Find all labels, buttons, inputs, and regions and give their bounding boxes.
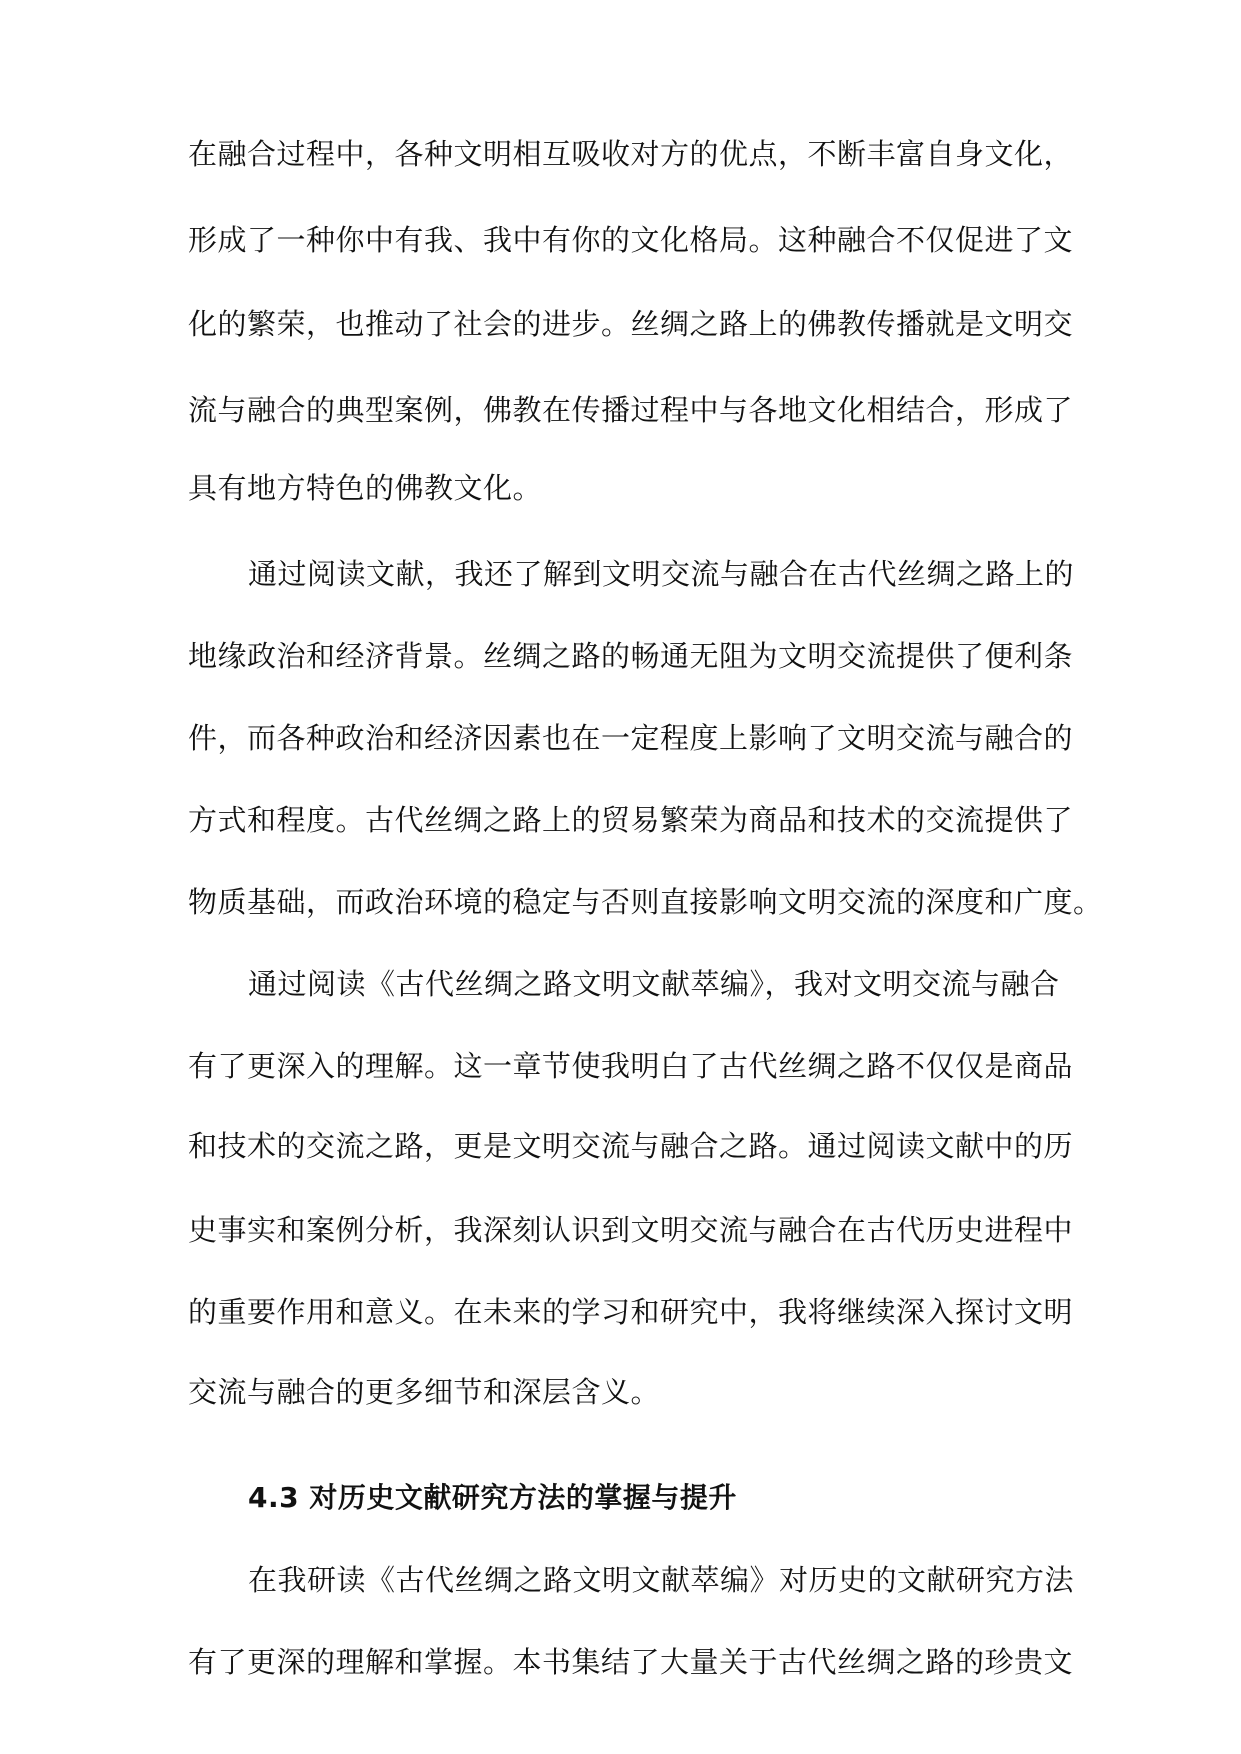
paragraph-1-line-2: 形成了一种你中有我、我中有你的文化格局。这种融合不仅促进了文: [188, 223, 1074, 257]
paragraph-1-line-5: 具有地方特色的佛教文化。: [188, 471, 543, 505]
paragraph-1-line-1: 在融合过程中，各种文明相互吸收对方的优点，不断丰富自身文化，: [188, 137, 1074, 171]
paragraph-2-line-3: 件，而各种政治和经济因素也在一定程度上影响了文明交流与融合的: [188, 721, 1074, 755]
section-heading-4-3: 4.3 对历史文献研究方法的掌握与提升: [248, 1481, 737, 1514]
paragraph-2-line-5: 物质基础，而政治环境的稳定与否则直接影响文明交流的深度和广度。: [188, 885, 1103, 919]
paragraph-3-line-1: 通过阅读《古代丝绸之路文明文献萃编》，我对文明交流与融合: [248, 967, 1060, 1001]
paragraph-1-line-3: 化的繁荣，也推动了社会的进步。丝绸之路上的佛教传播就是文明交: [188, 307, 1074, 341]
paragraph-2-line-1: 通过阅读文献，我还了解到文明交流与融合在古代丝绸之路上的: [248, 557, 1075, 591]
paragraph-2-line-2: 地缘政治和经济背景。丝绸之路的畅通无阻为文明交流提供了便利条: [188, 639, 1074, 673]
paragraph-4-line-2: 有了更深的理解和掌握。本书集结了大量关于古代丝绸之路的珍贵文: [188, 1645, 1074, 1679]
paragraph-3-line-4: 史事实和案例分析，我深刻认识到文明交流与融合在古代历史进程中: [188, 1213, 1074, 1247]
paragraph-2-line-4: 方式和程度。古代丝绸之路上的贸易繁荣为商品和技术的交流提供了: [188, 803, 1074, 837]
paragraph-3-line-6: 交流与融合的更多细节和深层含义。: [188, 1375, 661, 1409]
paragraph-3-line-2: 有了更深入的理解。这一章节使我明白了古代丝绸之路不仅仅是商品: [188, 1049, 1074, 1083]
paragraph-3-line-5: 的重要作用和意义。在未来的学习和研究中，我将继续深入探讨文明: [188, 1295, 1074, 1329]
paragraph-4-line-1: 在我研读《古代丝绸之路文明文献萃编》对历史的文献研究方法: [248, 1563, 1075, 1597]
paragraph-1-line-4: 流与融合的典型案例，佛教在传播过程中与各地文化相结合，形成了: [188, 393, 1074, 427]
paragraph-3-line-3: 和技术的交流之路，更是文明交流与融合之路。通过阅读文献中的历: [188, 1129, 1074, 1163]
